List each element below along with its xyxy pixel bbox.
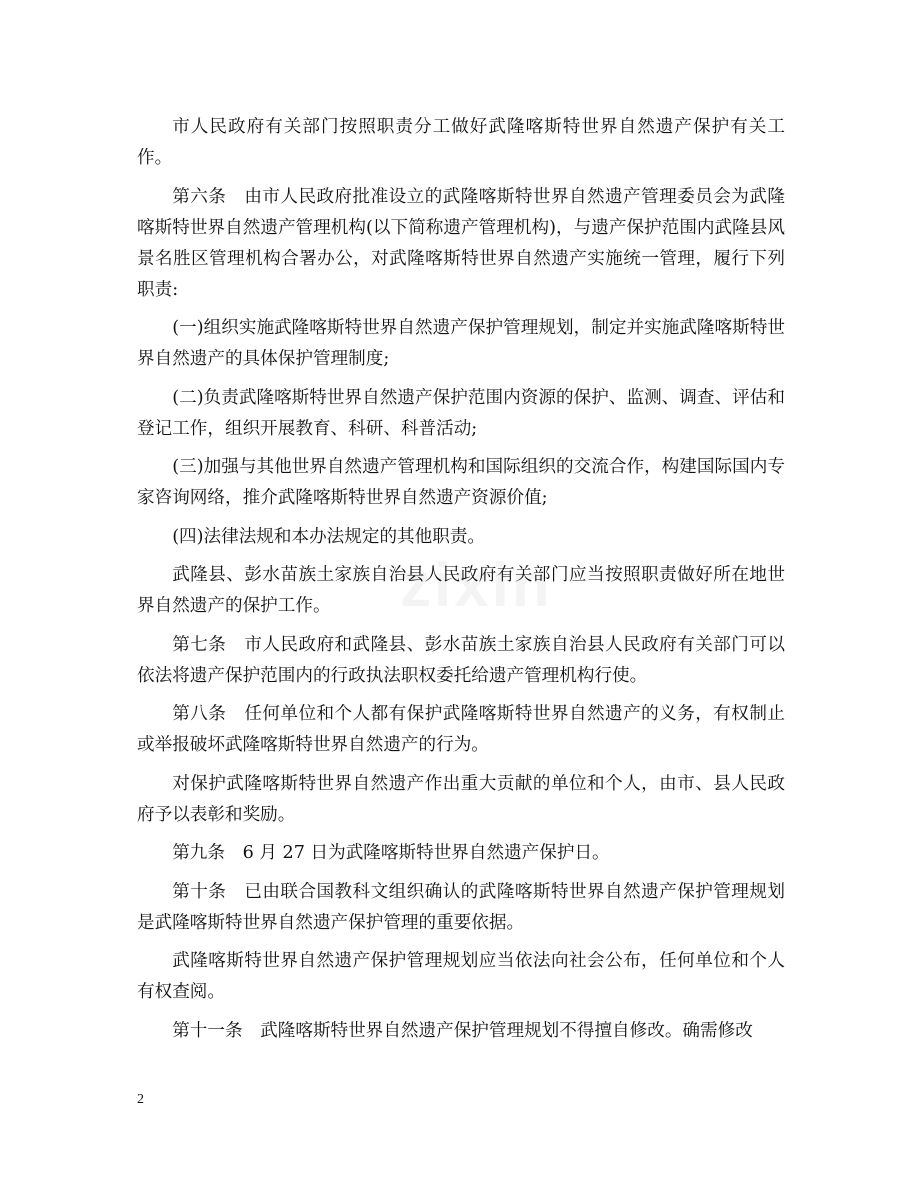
- paragraph-text: (三)加强与其他世界自然遗产管理机构和国际组织的交流合作，构建国际国内专家咨询网络，推介武隆喀斯特世界自然遗产资源价值;: [137, 457, 785, 508]
- paragraph: [137, 182, 785, 306]
- paragraph: [137, 1016, 785, 1047]
- article-number: 第十一条: [172, 1020, 243, 1041]
- paragraph-text: 对保护武隆喀斯特世界自然遗产作出重大贡献的单位和个人，由市、县人民政府予以表彰和奖励。: [137, 773, 785, 825]
- paragraph-text: (四)法律法规和本办法规定的其他职责。: [172, 526, 486, 547]
- paragraph: [137, 452, 785, 514]
- paragraph-text: 武隆喀斯特世界自然遗产保护管理规划应当依法向社会公布，任何单位和个人有权查阅。: [137, 951, 785, 1002]
- paragraph: [137, 383, 785, 445]
- article-number: 第六条: [172, 186, 227, 207]
- paragraph-text: 武隆县、彭水苗族土家族自治县人民政府有关部门应当按照职责做好所在地世界自然遗产的保护工作。: [137, 565, 785, 616]
- paragraph-text: 武隆喀斯特世界自然遗产保护管理规划不得擅自修改。确需修改: [260, 1020, 753, 1041]
- paragraph-text: 市人民政府有关部门按照职责分工做好武隆喀斯特世界自然遗产保护有关工作。: [137, 117, 785, 168]
- paragraph-text: (一)组织实施武隆喀斯特世界自然遗产保护管理规划，制定并实施武隆喀斯特世界自然遗产的具体保护管理制度;: [137, 318, 785, 369]
- paragraph: [137, 946, 785, 1008]
- paragraph-text: 由市人民政府批准设立的武隆喀斯特世界自然遗产管理委员会为武隆喀斯特世界自然遗产管理机构(以下简称遗产管理机构)，与遗产保护范围内武隆县风景名胜区管理机构合署办公，对武隆喀斯特世界自然遗产实施统一管理，履行下列职责:: [137, 186, 785, 300]
- paragraph: [137, 630, 785, 692]
- paragraph: [137, 522, 785, 553]
- paragraph-text: 6 月 27 日为武隆喀斯特世界自然遗产保护日。: [242, 843, 610, 863]
- paragraph: [137, 699, 785, 761]
- paragraph-text: 已由联合国教科文组织确认的武隆喀斯特世界自然遗产保护管理规划是武隆喀斯特世界自然遗产保护管理的重要依据。: [137, 881, 785, 933]
- paragraph: [137, 112, 785, 174]
- paragraph: [137, 769, 785, 831]
- document-body: [137, 112, 785, 1054]
- page-number: 2: [137, 1092, 144, 1107]
- paragraph: [137, 838, 785, 869]
- article-number: 第九条: [172, 843, 225, 863]
- article-number: 第八条: [172, 704, 227, 724]
- paragraph: [137, 313, 785, 375]
- paragraph: [137, 560, 785, 622]
- paragraph: [137, 877, 785, 939]
- paragraph-text: (二)负责武隆喀斯特世界自然遗产保护范围内资源的保护、监测、调查、评估和登记工作，组织开展教育、科研、科普活动;: [137, 387, 785, 439]
- article-number: 第十条: [172, 881, 227, 902]
- paragraph-text: 市人民政府和武隆县、彭水苗族土家族自治县人民政府有关部门可以依法将遗产保护范围内的行政执法职权委托给遗产管理机构行使。: [137, 634, 785, 686]
- paragraph-text: 任何单位和个人都有保护武隆喀斯特世界自然遗产的义务，有权制止或举报破坏武隆喀斯特世界自然遗产的行为。: [137, 704, 785, 755]
- article-number: 第七条: [172, 634, 227, 655]
